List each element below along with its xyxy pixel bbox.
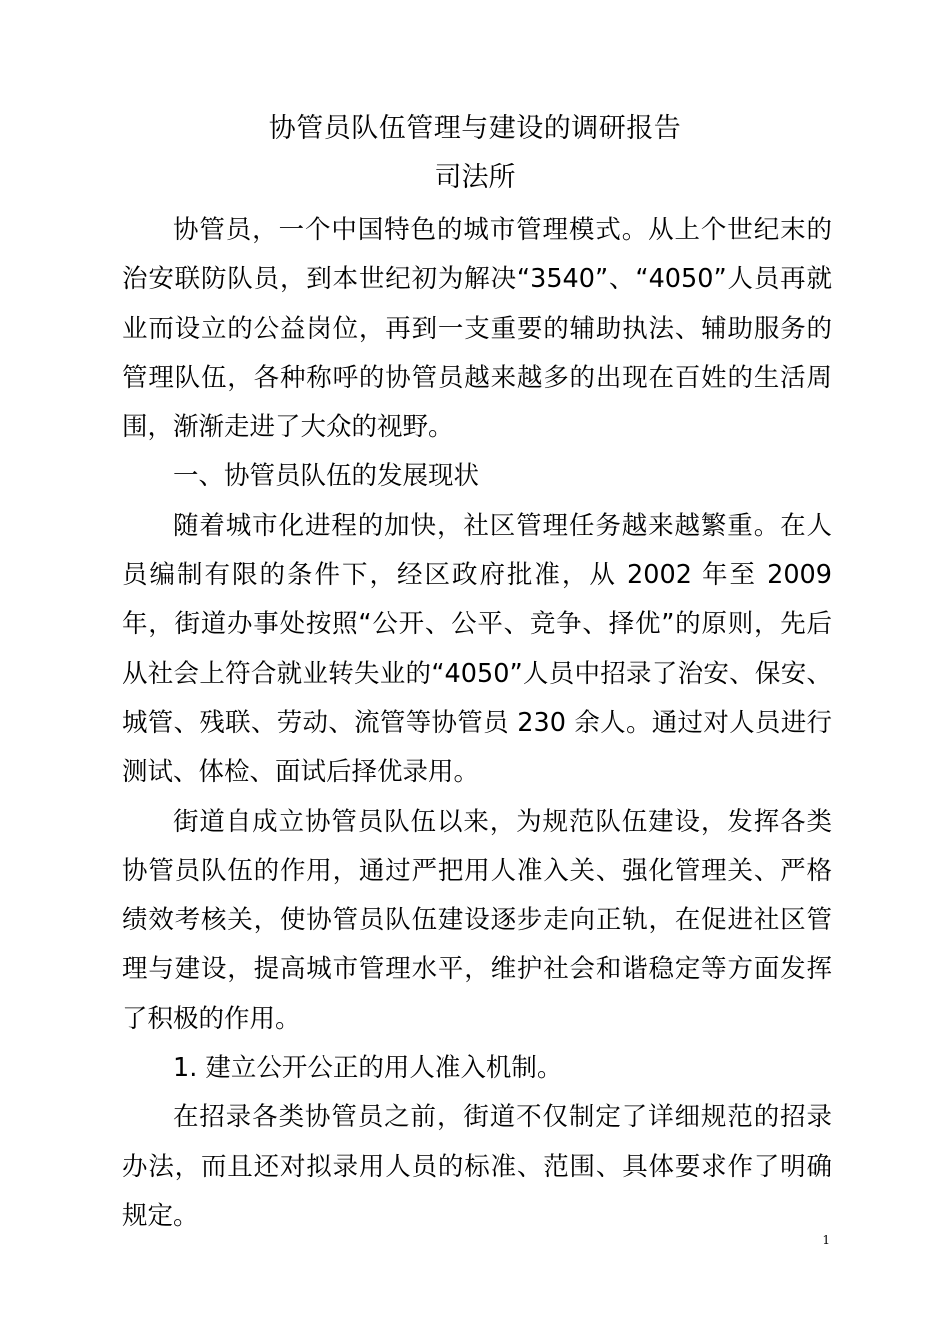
subsection-heading-1: 1. 建立公开公正的用人准入机制。 <box>173 1053 563 1084</box>
document-title: 协管员队伍管理与建设的调研报告 <box>268 113 682 144</box>
paragraph-status: 随着城市化进程的加快，社区管理任务越来越繁重。在人员编制有限的条件下，经区政府批准，从 2002 年至 2009 年，街道办事处按照“公开、公平、竞争、择优”的原则，先后从社会上符合就业转失业的“4050”人员中招录了治安、保安、城管、残联、劳动、流管等协管员 230 余人。通过对人员进行测试、体检、面试后择优录用。 <box>122 510 832 788</box>
document-body <box>122 206 832 1241</box>
paragraph-effects: 街道自成立协管员队伍以来，为规范队伍建设，发挥各类协管员队伍的作用，通过严把用人准入关、强化管理关、严格绩效考核关，使协管员队伍建设逐步走向正轨，在促进社区管理与建设，提高城市管理水平，维护社会和谐稳定等方面发挥了积极的作用。 <box>122 806 832 1034</box>
document-author: 司法所 <box>434 162 516 193</box>
paragraph-recruitment: 在招录各类协管员之前，街道不仅制定了详细规范的招录办法，而且还对拟录用人员的标准、范围、具体要求作了明确规定。 <box>122 1102 832 1231</box>
paragraph-intro: 协管员，一个中国特色的城市管理模式。从上个世纪末的治安联防队员，到本世纪初为解决“3540”、“4050”人员再就业而设立的公益岗位，再到一支重要的辅助执法、辅助服务的管理队伍，各种称呼的协管员越来越多的出现在百姓的生活周围，渐渐走进了大众的视野。 <box>122 215 832 443</box>
page-number: 1 <box>822 1233 830 1247</box>
section-heading-1: 一、协管员队伍的发展现状 <box>173 461 480 492</box>
